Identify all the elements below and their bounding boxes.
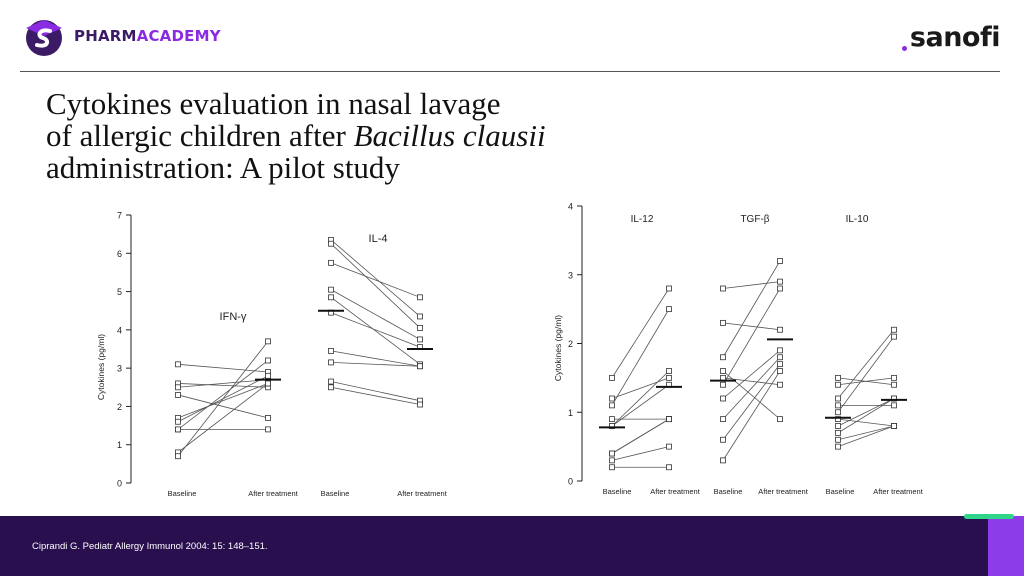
after-point bbox=[892, 382, 897, 387]
group-label: IL-12 bbox=[630, 214, 654, 225]
x-category-label: After treatment bbox=[397, 489, 447, 498]
subject-line bbox=[723, 364, 780, 440]
baseline-point bbox=[721, 320, 726, 325]
baseline-point bbox=[836, 396, 841, 401]
x-category-label: Baseline bbox=[602, 487, 632, 496]
after-point bbox=[778, 286, 783, 291]
footer-bar bbox=[0, 516, 1024, 576]
subject-line bbox=[838, 426, 894, 447]
after-point bbox=[892, 334, 897, 339]
after-point bbox=[892, 403, 897, 408]
baseline-point bbox=[836, 444, 841, 449]
footer-accent-block bbox=[988, 516, 1024, 576]
after-point bbox=[667, 444, 672, 449]
after-point bbox=[892, 424, 897, 429]
after-point bbox=[778, 362, 783, 367]
baseline-point bbox=[721, 286, 726, 291]
baseline-point bbox=[721, 396, 726, 401]
y-tick-label: 6 bbox=[116, 248, 122, 259]
title-line-3: administration: A pilot study bbox=[46, 150, 400, 185]
baseline-point bbox=[610, 451, 615, 456]
footer-green-bar bbox=[964, 514, 1014, 519]
after-point bbox=[778, 417, 783, 422]
y-tick-label: 1 bbox=[116, 440, 122, 451]
baseline-point bbox=[721, 382, 726, 387]
y-axis-label: Cytokines (pg/ml) bbox=[553, 314, 563, 382]
x-category-label: After treatment bbox=[248, 489, 298, 498]
subject-line bbox=[838, 399, 894, 427]
y-tick-label: 3 bbox=[116, 363, 122, 374]
baseline-point bbox=[721, 355, 726, 360]
subject-line bbox=[723, 350, 780, 398]
subject-line bbox=[612, 378, 669, 399]
subject-line bbox=[723, 282, 780, 289]
x-category-label: Baseline bbox=[713, 487, 743, 496]
baseline-point bbox=[836, 410, 841, 415]
subject-line bbox=[723, 289, 780, 385]
subject-line bbox=[612, 289, 669, 378]
y-tick-label: 3 bbox=[567, 270, 573, 281]
subject-line bbox=[612, 371, 669, 426]
after-point bbox=[778, 327, 783, 332]
y-tick-label: 4 bbox=[567, 201, 573, 212]
subject-line bbox=[723, 323, 780, 330]
after-point bbox=[892, 375, 897, 380]
subject-line bbox=[838, 419, 894, 426]
after-point bbox=[667, 369, 672, 374]
after-point bbox=[667, 286, 672, 291]
baseline-point bbox=[836, 375, 841, 380]
baseline-point bbox=[610, 465, 615, 470]
after-point bbox=[667, 417, 672, 422]
title-line-1: Cytokines evaluation in nasal lavage bbox=[46, 86, 501, 121]
after-point bbox=[778, 348, 783, 353]
y-tick-label: 5 bbox=[116, 287, 122, 298]
y-tick-label: 2 bbox=[567, 339, 573, 349]
baseline-point bbox=[610, 417, 615, 422]
baseline-point bbox=[610, 375, 615, 380]
x-category-label: After treatment bbox=[650, 487, 700, 496]
title-line-2-italic: Bacillus clausii bbox=[353, 118, 546, 153]
baseline-point bbox=[836, 437, 841, 442]
baseline-point bbox=[610, 396, 615, 401]
citation-text: Ciprandi G. Pediatr Allergy Immunol 2004: 15: 148–151. bbox=[32, 541, 268, 552]
after-point bbox=[667, 375, 672, 380]
subject-line bbox=[723, 261, 780, 357]
y-axis-label: Cytokines (pg/ml) bbox=[96, 333, 106, 401]
title-line-2a: of allergic children after bbox=[46, 118, 354, 153]
after-point bbox=[667, 465, 672, 470]
subject-line bbox=[723, 357, 780, 419]
baseline-point bbox=[721, 458, 726, 463]
x-category-label: Baseline bbox=[320, 489, 350, 498]
logo-text-academy: ACADEMY bbox=[136, 27, 221, 45]
y-tick-label: 0 bbox=[116, 478, 122, 489]
baseline-point bbox=[610, 458, 615, 463]
subject-line bbox=[838, 337, 894, 413]
subject-line bbox=[723, 371, 780, 460]
baseline-point bbox=[721, 437, 726, 442]
after-point bbox=[667, 307, 672, 312]
after-point bbox=[778, 355, 783, 360]
after-point bbox=[892, 327, 897, 332]
baseline-point bbox=[721, 417, 726, 422]
group-label: IFN-γ bbox=[219, 311, 247, 323]
sanofi-logo[interactable]: sanofi bbox=[909, 22, 1000, 53]
y-tick-label: 0 bbox=[567, 476, 573, 487]
after-point bbox=[778, 279, 783, 284]
after-point bbox=[778, 259, 783, 264]
y-tick-label: 7 bbox=[116, 210, 122, 221]
baseline-point bbox=[836, 424, 841, 429]
after-point bbox=[778, 369, 783, 374]
group-label: TGF-β bbox=[740, 214, 770, 225]
y-tick-label: 2 bbox=[116, 401, 122, 412]
y-tick-label: 1 bbox=[567, 407, 573, 418]
baseline-point bbox=[836, 382, 841, 387]
y-tick-label: 4 bbox=[116, 325, 122, 336]
x-category-label: After treatment bbox=[758, 487, 808, 496]
group-label: IL-10 bbox=[845, 214, 869, 225]
subject-line bbox=[723, 371, 780, 419]
x-category-label: Baseline bbox=[167, 489, 197, 498]
group-label: IL-4 bbox=[368, 233, 388, 245]
baseline-point bbox=[610, 403, 615, 408]
baseline-point bbox=[721, 369, 726, 374]
after-point bbox=[778, 382, 783, 387]
logo-text-pharm: PHARM bbox=[74, 27, 137, 45]
subject-line bbox=[838, 330, 894, 399]
x-category-label: After treatment bbox=[873, 487, 923, 496]
baseline-point bbox=[836, 430, 841, 435]
x-category-label: Baseline bbox=[825, 487, 855, 496]
baseline-point bbox=[836, 403, 841, 408]
